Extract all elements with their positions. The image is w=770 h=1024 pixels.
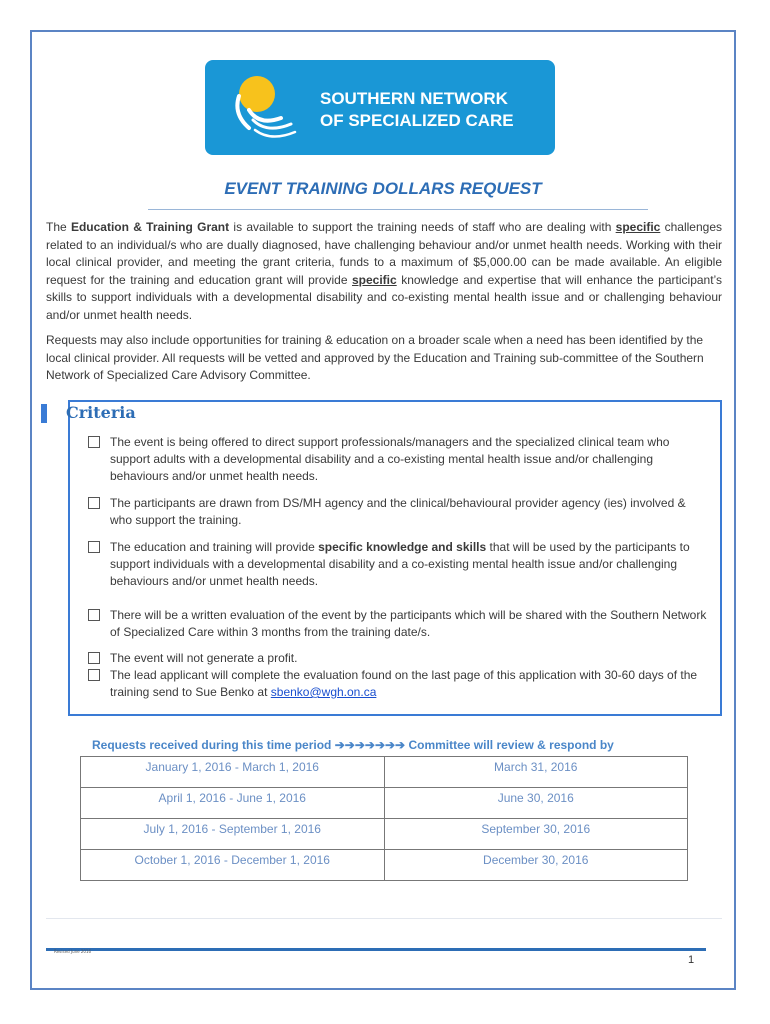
email-link[interactable]: sbenko@wgh.on.ca: [270, 685, 377, 699]
intro-text-2: is available to support the training needs of staff who are dealing with: [229, 220, 616, 234]
schedule-table: [80, 756, 688, 881]
checkbox-icon[interactable]: [88, 652, 100, 664]
table-row: [81, 788, 688, 819]
criteria-item-text: The participants are drawn from DS/MH agency and the clinical/behavioural provider agency (ies) involved & who support the training.: [110, 496, 686, 527]
period-cell: July 1, 2016 - September 1, 2016: [81, 819, 385, 850]
page-title: EVENT TRAINING DOLLARS REQUEST: [224, 179, 542, 198]
period-cell: January 1, 2016 - March 1, 2016: [81, 757, 385, 788]
criteria-item-5: [88, 650, 708, 667]
footer-divider-light: [46, 918, 722, 919]
logo-line-2: OF SPECIALIZED CARE: [320, 111, 514, 130]
checkbox-icon[interactable]: [88, 497, 100, 509]
criteria-item-text: [110, 667, 708, 701]
intro-text-1: The: [46, 220, 71, 234]
title-divider: [148, 209, 648, 210]
item3-emphasis: specific knowledge and skills: [318, 540, 487, 554]
intro-text-3: challenges related to an individual/s who are dually diagnosed, have challenging behaviour and/or unmet health needs. Working with their local clinical provider, and meeting the grant criteria, funds to a maximum of $5,000.00 can be made available. An eligible request for the training and education grant will provide: [46, 220, 722, 287]
logo-text: [320, 88, 514, 132]
table-row: [81, 757, 688, 788]
respond-cell: June 30, 2016: [384, 788, 688, 819]
grant-name: Education & Training Grant: [70, 220, 230, 234]
page-number: 1: [688, 954, 695, 966]
document-page: [30, 30, 736, 990]
respond-cell: March 31, 2016: [384, 757, 688, 788]
criteria-item-text: The event will not generate a profit.: [110, 651, 298, 665]
criteria-item-6: [88, 667, 708, 701]
logo-line-1: SOUTHERN NETWORK: [320, 89, 508, 108]
revised-note: Revised June 2016: [54, 949, 92, 954]
intro-paragraph-1: [46, 219, 722, 324]
respond-cell: September 30, 2016: [384, 819, 688, 850]
specific-emphasis-2: specific: [352, 272, 397, 287]
respond-cell: December 30, 2016: [384, 850, 688, 881]
criteria-item-text: [110, 539, 708, 590]
item3-text-c: that will be used by the participants to support individuals with a developmental disability and a co-existing mental health issue and/or challenging behaviours and/or unmet health needs.: [110, 540, 690, 588]
checkbox-icon[interactable]: [88, 541, 100, 553]
intro-paragraph-2: Requests may also include opportunities for training & education on a broader scale when a need has been identified by the local clinical provider. All requests will be vetted and approved by the Education and Training sub-committee of the Southern Network of Specialized Care Advisory Committee.: [46, 333, 704, 382]
criteria-item-4: [88, 607, 708, 641]
intro-text-4: knowledge and expertise that will enhance the participant’s skills to support individuals with a developmental disability and co-existing mental health issue and or challenging behaviour and/or unmet health needs.: [46, 272, 722, 322]
specific-emphasis-1: specific: [615, 220, 661, 234]
item6-text: The lead applicant will complete the evaluation found on the last page of this application with 30-60 days of the training send to Sue Benko at: [110, 668, 698, 699]
logo: [205, 60, 555, 155]
table-row: [81, 819, 688, 850]
logo-sun-icon: [219, 70, 309, 145]
table-row: [81, 850, 688, 881]
period-cell: October 1, 2016 - December 1, 2016: [81, 850, 385, 881]
criteria-item-text: There will be a written evaluation of the event by the participants which will be shared with the Southern Network of Specialized Care within 3 months from the training date/s.: [110, 608, 707, 639]
schedule-header: Requests received during this time period ➔➔➔➔➔➔➔ Committee will review & respond by: [92, 738, 614, 752]
checkbox-icon[interactable]: [88, 669, 100, 681]
checkbox-icon[interactable]: [88, 436, 100, 448]
criteria-marker: [41, 404, 47, 423]
item3-text-a: The education and training will provide: [110, 540, 319, 554]
criteria-item-1: [88, 434, 708, 485]
criteria-heading: Criteria: [66, 403, 136, 422]
criteria-item-3: [88, 539, 708, 590]
checkbox-icon[interactable]: [88, 609, 100, 621]
criteria-item-2: [88, 495, 708, 529]
footer-divider: [46, 948, 706, 951]
period-cell: April 1, 2016 - June 1, 2016: [81, 788, 385, 819]
criteria-item-text: The event is being offered to direct support professionals/managers and the specialized clinical team who support adults with a developmental disability and a co-existing mental health issue and/or challenging behaviours and/or unmet health needs.: [110, 435, 670, 483]
